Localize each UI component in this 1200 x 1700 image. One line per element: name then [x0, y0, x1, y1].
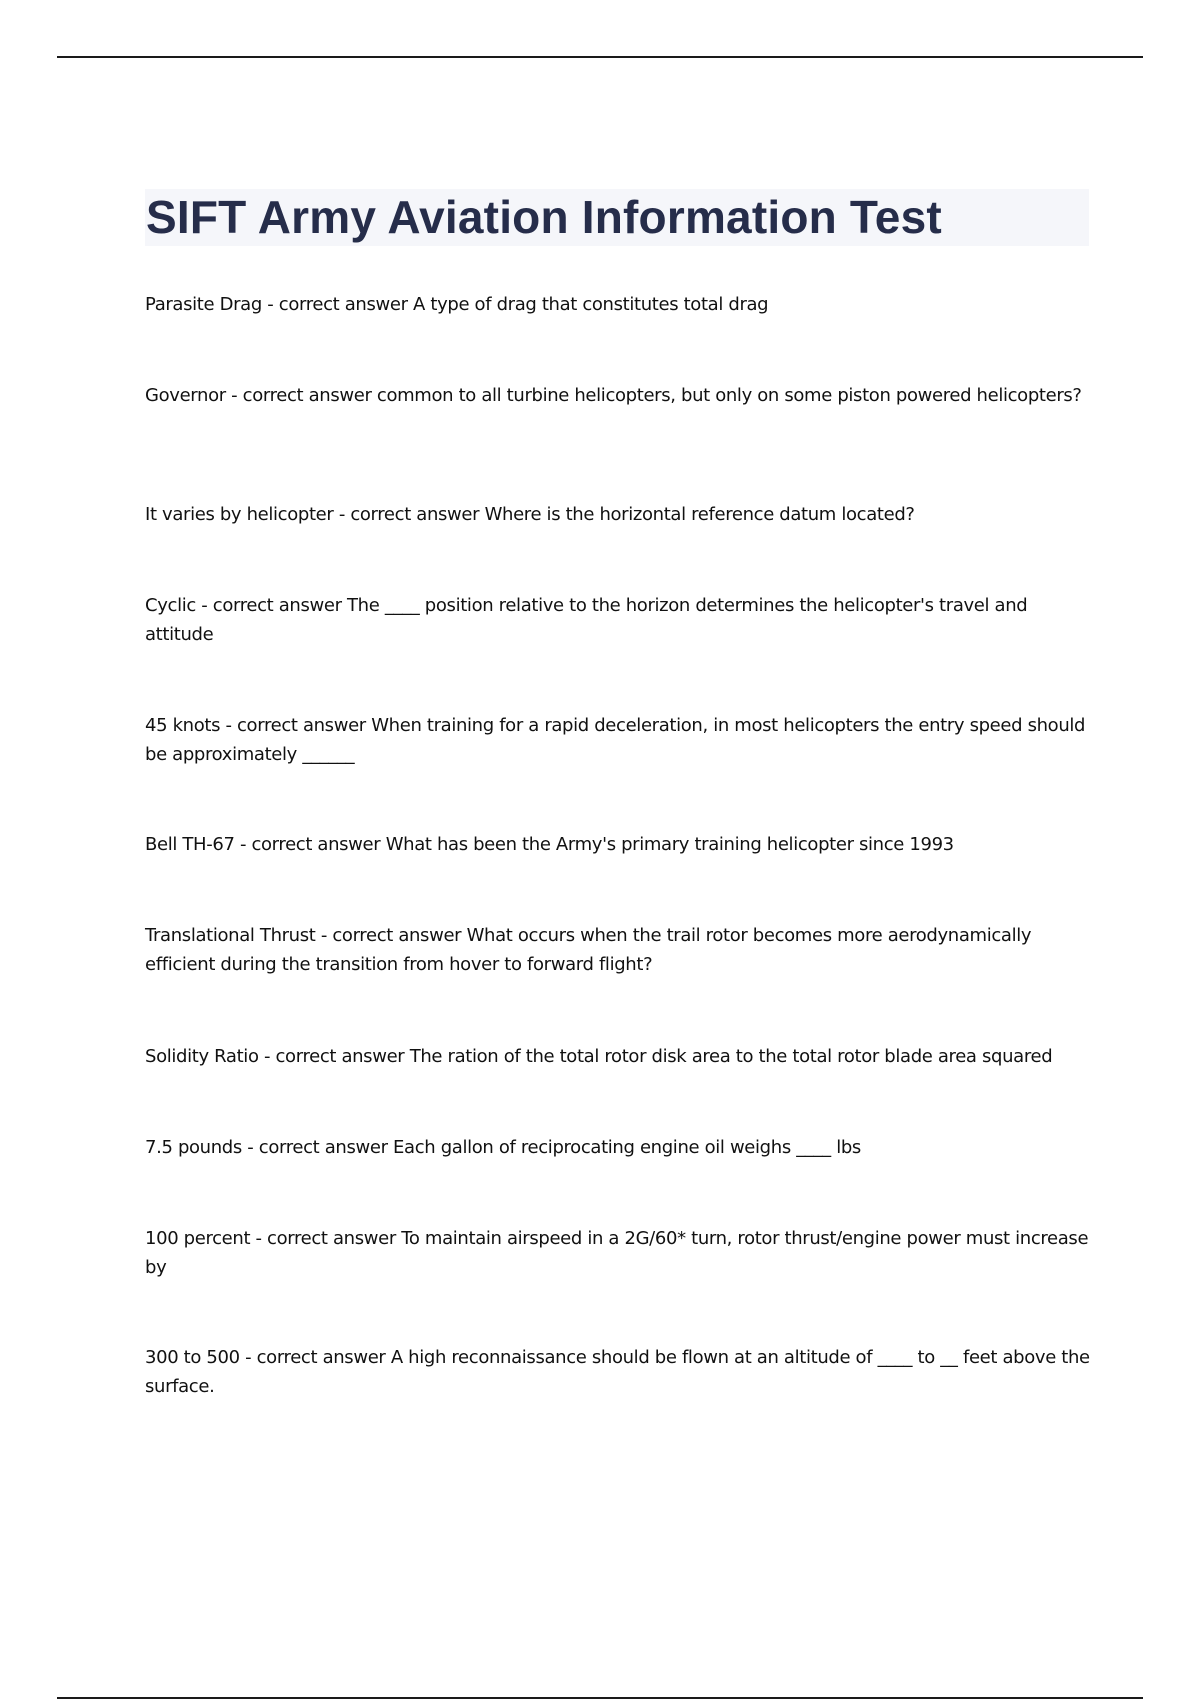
qa-item-reference-datum: It varies by helicopter - correct answer Where is the horizontal reference datum located?	[145, 504, 915, 525]
qa-item-solidity-ratio: Solidity Ratio - correct answer The ration of the total rotor disk area to the total rotor blade area squared	[145, 1046, 1053, 1067]
bottom-rule	[57, 1697, 1143, 1699]
top-rule	[57, 56, 1143, 58]
qa-item-oil-weight: 7.5 pounds - correct answer Each gallon of reciprocating engine oil weighs ____ lbs	[145, 1137, 861, 1158]
qa-item-governor: Governor - correct answer common to all turbine helicopters, but only on some piston powered helicopters?	[145, 385, 1082, 406]
qa-item-parasite-drag: Parasite Drag - correct answer A type of drag that constitutes total drag	[145, 294, 769, 315]
qa-item-translational-thrust: Translational Thrust - correct answer What occurs when the trail rotor becomes more aerodynamically efficient during the transition from hover to forward flight?	[145, 925, 1032, 975]
qa-item-45-knots: 45 knots - correct answer When training for a rapid deceleration, in most helicopters the entry speed should be approximately ______	[145, 715, 1086, 765]
document-title: SIFT Army Aviation Information Test	[146, 191, 942, 243]
qa-item-cyclic: Cyclic - correct answer The ____ position relative to the horizon determines the helicopter's travel and attitude	[145, 595, 1028, 645]
qa-item-high-recon: 300 to 500 - correct answer A high reconnaissance should be flown at an altitude of ____ to __ feet above the surface.	[145, 1347, 1090, 1397]
qa-item-100-percent: 100 percent - correct answer To maintain airspeed in a 2G/60* turn, rotor thrust/engine power must increase by	[145, 1228, 1089, 1278]
qa-item-bell-th67: Bell TH-67 - correct answer What has been the Army's primary training helicopter since 1993	[145, 834, 954, 855]
